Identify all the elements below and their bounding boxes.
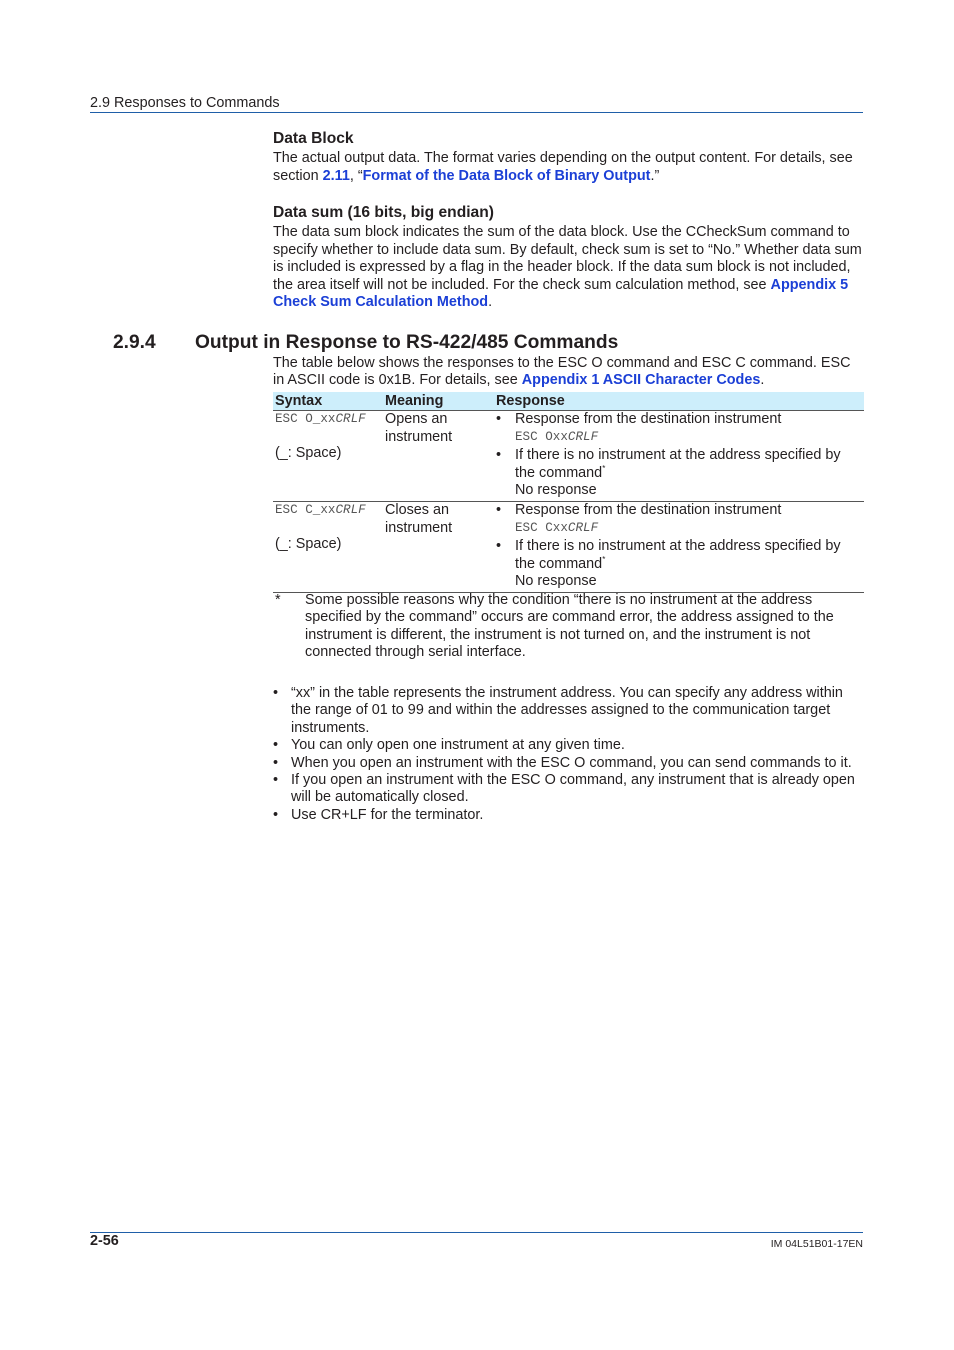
response-code-command: ESC Cxx (515, 520, 568, 535)
response-text: • Response from the destination instrument (515, 502, 782, 519)
footer-rule (90, 1232, 863, 1233)
header-meaning: Meaning (383, 392, 494, 411)
response-item (496, 411, 862, 446)
response-table-wrap (273, 392, 864, 593)
footnote-mark: * (602, 463, 606, 473)
response-result: No response (515, 482, 597, 499)
section-title (113, 331, 618, 355)
syntax-cell (273, 411, 383, 502)
list-item: • If you open an instrument with the ESC O command, any instrument that is already open will be automatically closed. (273, 772, 865, 807)
checksum-appendix-link[interactable]: Appendix 5 Check Sum Calculation Method (273, 276, 849, 311)
intro-text (273, 355, 865, 390)
response-cell (494, 411, 864, 502)
syntax-command: ESC C_xx (275, 503, 336, 518)
response-condition (515, 538, 862, 573)
page-number: 2-56 (90, 1233, 119, 1249)
section-intro (273, 355, 865, 390)
intro-text-before: The table below shows the responses to the ESC O command and ESC C command. ESC in ASCII code is 0x1B. For details, see (273, 355, 851, 389)
notes-list (273, 685, 865, 824)
data-sum-text-after: . (488, 294, 493, 311)
section-title-text: Output in Response to RS-422/485 Commands (195, 332, 619, 353)
space-note: (_: Space) (275, 535, 342, 552)
data-block-text-middle: , “ (349, 167, 363, 184)
response-item (496, 447, 862, 499)
response-code (515, 429, 862, 446)
list-item: • When you open an instrument with the ESC O command, you can send commands to it. (273, 755, 865, 772)
format-link[interactable]: Format of the Data Block of Binary Output (362, 167, 651, 184)
data-sum-heading: Data sum (16 bits, big endian) (273, 204, 494, 221)
data-block-heading: Data Block (273, 130, 354, 147)
response-condition (515, 447, 862, 482)
response-code (515, 520, 862, 537)
syntax-code (275, 411, 381, 428)
intro-text-after: . (760, 372, 765, 389)
header-response: Response (494, 392, 864, 411)
meaning-cell: Opens an instrument (383, 411, 494, 502)
response-item (496, 538, 862, 590)
data-sum-section (273, 204, 865, 311)
response-condition-text: If there is no instrument at the address specified by the command (515, 538, 841, 572)
meaning-cell: Closes an instrument (383, 502, 494, 593)
table-footnote (273, 592, 865, 662)
syntax-terminator: CRLF (335, 503, 366, 518)
header-syntax: Syntax (273, 392, 383, 411)
data-sum-text (273, 224, 865, 311)
response-code-command: ESC Oxx (515, 429, 568, 444)
response-cell (494, 502, 864, 593)
syntax-command: ESC O_xx (275, 412, 336, 427)
response-result: No response (515, 573, 597, 590)
table-header-row (273, 392, 864, 411)
footnote-star: * (275, 592, 281, 608)
ascii-appendix-link[interactable]: Appendix 1 ASCII Character Codes (521, 372, 761, 389)
section-link[interactable]: 2.11 (322, 167, 350, 184)
list-item: • You can only open one instrument at any given time. (273, 737, 865, 754)
notes-list-wrap (273, 685, 865, 824)
space-note: (_: Space) (275, 444, 342, 461)
data-block-text (273, 150, 865, 185)
response-code-terminator: CRLF (567, 429, 599, 444)
response-table (273, 392, 864, 593)
list-item: • “xx” in the table represents the instrument address. You can specify any address within the range of 01 to 99 and within the addresses assigned to the communication target instruments. (273, 685, 865, 737)
footnote-mark: * (602, 554, 606, 564)
response-item (496, 502, 862, 537)
syntax-cell (273, 502, 383, 593)
data-sum-text-before: The data sum block indicates the sum of the data block. Use the CCheckSum command to specify whether to include data sum. By default, check sum is set to “No.” Whether data sum is included is expressed by a flag in the header block. If the data sum block is not included, the area itself will not be included. For the check sum calculation method, see (273, 224, 862, 293)
response-code-terminator: CRLF (567, 520, 599, 535)
data-block-section (273, 130, 865, 185)
table-row (273, 411, 864, 502)
data-block-text-after: .” (650, 167, 660, 184)
syntax-code (275, 502, 381, 519)
table-row (273, 502, 864, 593)
section-number: 2.9.4 (113, 332, 156, 353)
list-item: • Use CR+LF for the terminator. (273, 807, 865, 824)
running-header: 2.9 Responses to Commands (90, 95, 280, 111)
footnote-text: Some possible reasons why the condition “there is no instrument at the address specified by the command” occurs are command error, the address assigned to the instrument is different, the instrument is not turned on, and the instrument is not connected through serial interface. (305, 592, 834, 661)
syntax-terminator: CRLF (335, 412, 366, 427)
document-id: IM 04L51B01-17EN (770, 1238, 863, 1250)
header-rule (90, 112, 863, 113)
response-text: • Response from the destination instrument (515, 411, 782, 428)
response-condition-text: If there is no instrument at the address specified by the command (515, 447, 841, 481)
data-block-text-before: The actual output data. The format varies depending on the output content. For details, see section (273, 150, 853, 184)
